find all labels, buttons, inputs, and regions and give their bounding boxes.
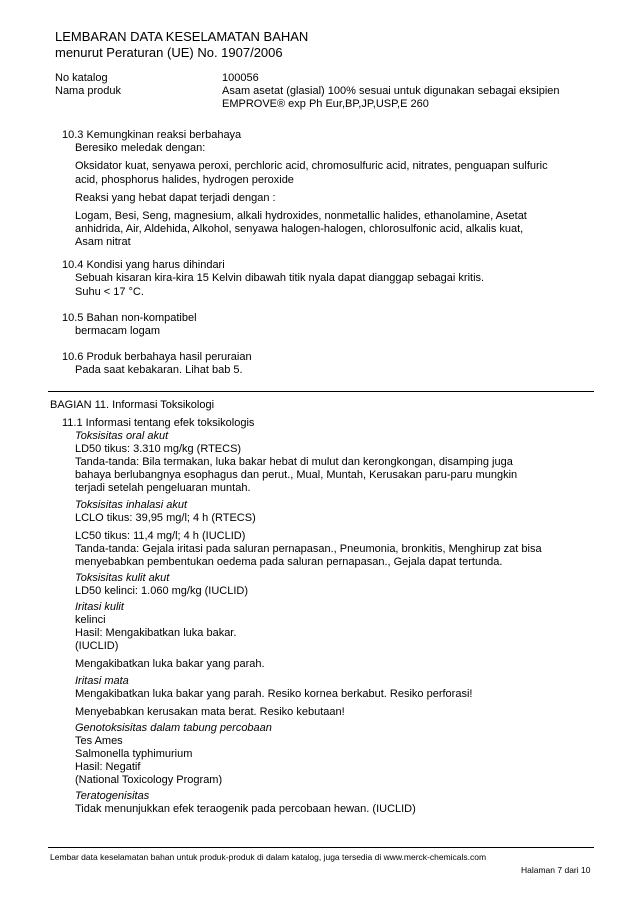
- section-heading-10-3: 10.3 Kemungkinan reaksi berbahaya: [62, 129, 242, 141]
- footer-divider: [48, 847, 594, 848]
- teratogenicity-title: Teratogenisitas: [75, 790, 150, 802]
- text-line: anhidrida, Air, Aldehida, Alkohol, senyawa halogen-halogen, chlorosulfonic acid, alkalis kuat,: [75, 223, 524, 235]
- section-heading-10-5: 10.5 Bahan non-kompatibel: [62, 312, 197, 324]
- product-value: Asam asetat (glasial) 100% sesuai untuk digunakan sebagai eksipien: [222, 85, 560, 97]
- skin-toxicity-title: Toksisitas kulit akut: [75, 572, 170, 584]
- document-title: LEMBARAN DATA KESELAMATAN BAHAN: [55, 29, 309, 44]
- skin-irritation-title: Iritasi kulit: [75, 601, 124, 613]
- text-line: Logam, Besi, Seng, magnesium, alkali hydroxides, nonmetallic halides, ethanolamine, Asetat: [75, 210, 527, 222]
- text-line: Mengakibatkan luka bakar yang parah. Resiko kornea berkabut. Resiko perforasi!: [75, 688, 473, 700]
- text-line: Menyebabkan kerusakan mata berat. Resiko kebutaan!: [75, 706, 345, 718]
- text-line: bermacam logam: [75, 325, 160, 337]
- oral-toxicity-title: Toksisitas oral akut: [75, 430, 169, 442]
- eye-irritation-title: Iritasi mata: [75, 675, 129, 687]
- text-line: Hasil: Mengakibatkan luka bakar.: [75, 627, 237, 639]
- text-line: LC50 tikus: 11,4 mg/l; 4 h (IUCLID): [75, 530, 246, 542]
- text-line: Sebuah kisaran kira-kira 15 Kelvin dibawah titik nyala dapat dianggap sebagai kritis.: [75, 272, 485, 284]
- section-heading-11: BAGIAN 11. Informasi Toksikologi: [50, 399, 215, 411]
- text-line: (IUCLID): [75, 640, 119, 652]
- text-line: kelinci: [75, 614, 106, 626]
- document-subtitle: menurut Peraturan (UE) No. 1907/2006: [55, 45, 283, 60]
- text-line: Tanda-tanda: Bila termakan, luka bakar hebat di mulut dan kerongkongan, disamping juga: [75, 456, 513, 468]
- section-subheading-11-1: 11.1 Informasi tentang efek toksikologis: [62, 417, 255, 429]
- text-line: LCLO tikus: 39,95 mg/l; 4 h (RTECS): [75, 512, 256, 524]
- text-line: Reaksi yang hebat dapat terjadi dengan :: [75, 192, 276, 204]
- text-line: Tes Ames: [75, 735, 123, 747]
- text-line: (National Toxicology Program): [75, 774, 223, 786]
- text-line: Asam nitrat: [75, 236, 131, 248]
- text-line: Pada saat kebakaran. Lihat bab 5.: [75, 364, 243, 376]
- page-number: Halaman 7 dari 10: [521, 865, 591, 875]
- genotoxicity-title: Genotoksisitas dalam tabung percobaan: [75, 722, 272, 734]
- section-heading-10-6: 10.6 Produk berbahaya hasil peruraian: [62, 351, 252, 363]
- text-line: LD50 kelinci: 1.060 mg/kg (IUCLID): [75, 585, 249, 597]
- text-line: Mengakibatkan luka bakar yang parah.: [75, 658, 265, 670]
- catalog-label: No katalog: [55, 72, 108, 84]
- text-line: Tanda-tanda: Gejala iritasi pada saluran pernapasan., Pneumonia, bronkitis, Menghirup zat bisa: [75, 543, 542, 555]
- catalog-value: 100056: [222, 72, 259, 84]
- text-line: acid, phosphorus halides, hydrogen peroxide: [75, 174, 294, 186]
- inhalation-toxicity-title: Toksisitas inhalasi akut: [75, 499, 188, 511]
- footer-note: Lembar data keselamatan bahan untuk produk-produk di dalam katalog, juga tersedia di www.merck-chemicals.com: [50, 852, 487, 862]
- text-line: menyebabkan pembentukan oedema pada saluran pernapasan., Gejala dapat tertunda.: [75, 556, 503, 568]
- text-line: Beresiko meledak dengan:: [75, 142, 206, 154]
- text-line: Hasil: Negatif: [75, 761, 141, 773]
- text-line: LD50 tikus: 3.310 mg/kg (RTECS): [75, 443, 242, 455]
- text-line: Oksidator kuat, senyawa peroxi, perchloric acid, chromosulfuric acid, nitrates, penguapan sulfuric: [75, 160, 548, 172]
- section-heading-10-4: 10.4 Kondisi yang harus dihindari: [62, 259, 225, 271]
- product-label: Nama produk: [55, 85, 122, 97]
- text-line: Tidak menunjukkan efek teraogenik pada percobaan hewan. (IUCLID): [75, 803, 416, 815]
- text-line: Salmonella typhimurium: [75, 748, 193, 760]
- text-line: Suhu < 17 °C.: [75, 286, 144, 298]
- text-line: bahaya berlubangnya esophagus dan perut., Mual, Muntah, Kerusakan paru-paru mungkin: [75, 469, 518, 481]
- section-divider: [48, 391, 594, 392]
- product-value-line2: EMPROVE® exp Ph Eur,BP,JP,USP,E 260: [222, 98, 429, 110]
- text-line: terjadi setelah pengeluaran muntah.: [75, 482, 251, 494]
